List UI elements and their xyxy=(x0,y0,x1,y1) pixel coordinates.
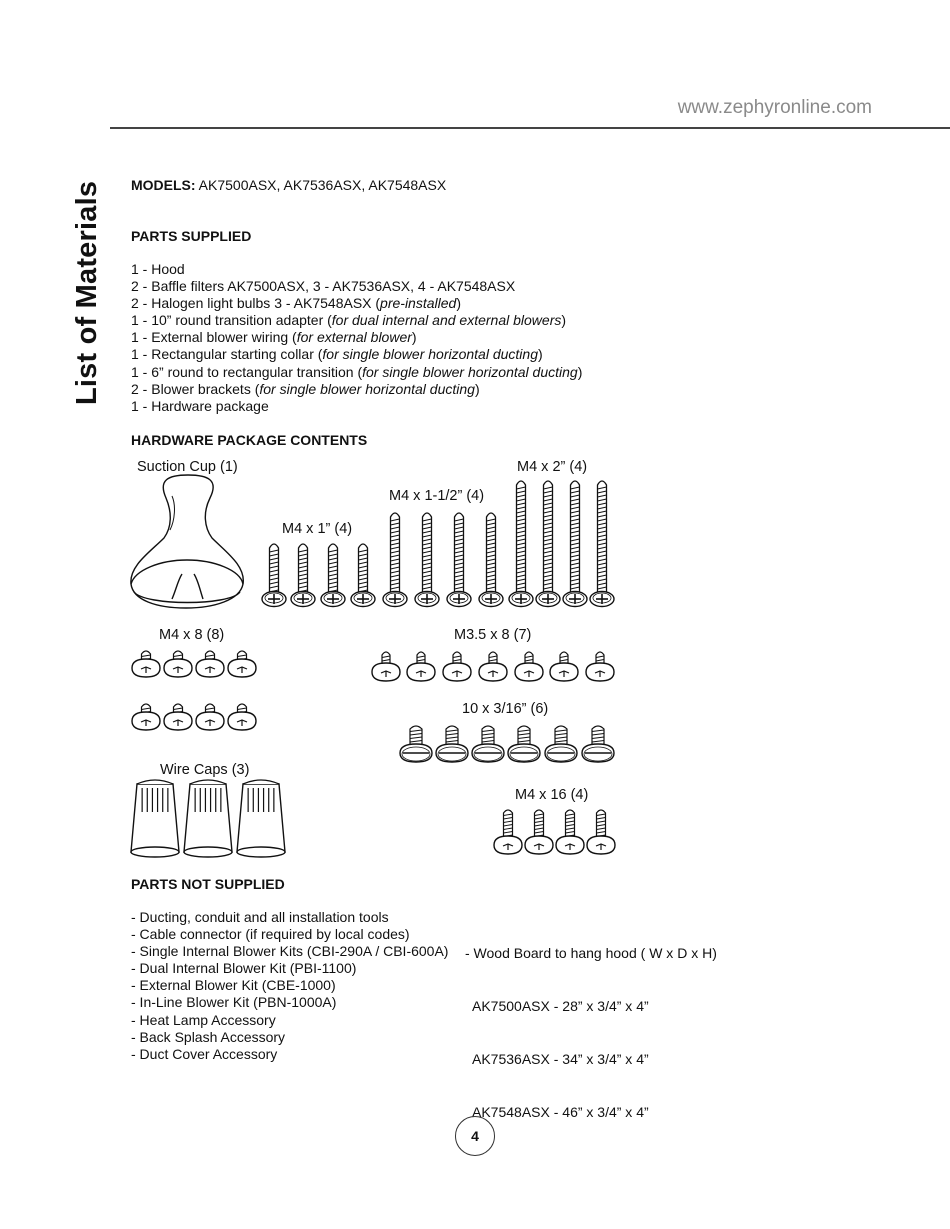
list-item: - Single Internal Blower Kits (CBI-290A / CBI-600A) xyxy=(131,943,449,960)
list-item: - Duct Cover Accessory xyxy=(131,1045,278,1062)
list-item: - Ducting, conduit and all installation tools xyxy=(131,909,389,925)
side-title: List of Materials xyxy=(71,180,103,405)
models-label: MODELS: xyxy=(131,177,196,193)
hardware-heading: HARDWARE PACKAGE CONTENTS xyxy=(131,432,368,448)
label-wire-caps: Wire Caps (3) xyxy=(160,762,250,778)
wood-board-list xyxy=(465,909,717,1139)
label-m4x2: M4 x 2” (4) xyxy=(517,459,588,475)
list-item: 1 - Hood xyxy=(131,261,185,277)
label-m4x16: M4 x 16 (4) xyxy=(515,787,589,803)
page-number: 4 xyxy=(455,1116,495,1156)
label-m4x1: M4 x 1” (4) xyxy=(282,521,353,537)
m4x8-screws-icon xyxy=(132,651,256,730)
website-url: www.zephyronline.com xyxy=(677,97,872,118)
m4x16-screws-icon xyxy=(494,810,615,854)
m4x2-screws-icon xyxy=(509,481,614,607)
label-10x316: 10 x 3/16” (6) xyxy=(462,701,549,717)
wire-caps-icon xyxy=(131,780,285,857)
list-item: AK7536ASX - 34” x 3/4” x 4” xyxy=(465,1051,649,1068)
list-item: 1 - Hardware package xyxy=(131,397,269,414)
label-m4x8: M4 x 8 (8) xyxy=(159,627,225,643)
m4x1-5-screws-icon xyxy=(383,513,503,607)
list-item: - Wood Board to hang hood ( W x D x H) xyxy=(465,945,717,961)
list-item: - Dual Internal Blower Kit (PBI-1100) xyxy=(131,960,357,977)
list-item: 1 - 10” round transition adapter (for dual internal and external blowers) xyxy=(131,312,567,329)
list-item: - External Blower Kit (CBE-1000) xyxy=(131,977,336,994)
label-m35x8: M3.5 x 8 (7) xyxy=(454,627,532,643)
list-item: 1 - External blower wiring (for external blower) xyxy=(131,329,417,346)
list-item: 2 - Halogen light bulbs 3 - AK7548ASX (pre-installed) xyxy=(131,295,461,312)
m4x1-screws-icon xyxy=(262,544,375,607)
list-item: AK7548ASX - 46” x 3/4” x 4” xyxy=(465,1104,649,1121)
parts-not-supplied-heading: PARTS NOT SUPPLIED xyxy=(131,876,285,892)
list-item: - Back Splash Accessory xyxy=(131,1028,286,1045)
m35x8-screws-icon xyxy=(372,652,614,681)
list-item: 2 - Blower brackets (for single blower horizontal ducting) xyxy=(131,380,480,397)
ten316-screws-icon xyxy=(400,726,614,762)
list-item: - In-Line Blower Kit (PBN-1000A) xyxy=(131,994,337,1011)
parts-not-supplied-list xyxy=(131,909,448,1063)
models-value: AK7500ASX, AK7536ASX, AK7548ASX xyxy=(195,177,447,193)
suction-cup-icon xyxy=(131,475,243,608)
list-item: - Cable connector (if required by local codes) xyxy=(131,926,410,943)
list-item: 1 - 6” round to rectangular transition (for single blower horizontal ducting) xyxy=(131,363,583,380)
list-item: 2 - Baffle filters AK7500ASX, 3 - AK7536ASX, 4 - AK7548ASX xyxy=(131,278,516,295)
label-suction-cup: Suction Cup (1) xyxy=(137,459,238,475)
parts-supplied-heading: PARTS SUPPLIED xyxy=(131,228,252,244)
list-item: 1 - Rectangular starting collar (for single blower horizontal ducting) xyxy=(131,346,543,363)
list-item: AK7500ASX - 28” x 3/4” x 4” xyxy=(465,998,649,1015)
label-m4x1-5: M4 x 1-1/2” (4) xyxy=(389,488,485,504)
list-item: - Heat Lamp Accessory xyxy=(131,1011,276,1028)
